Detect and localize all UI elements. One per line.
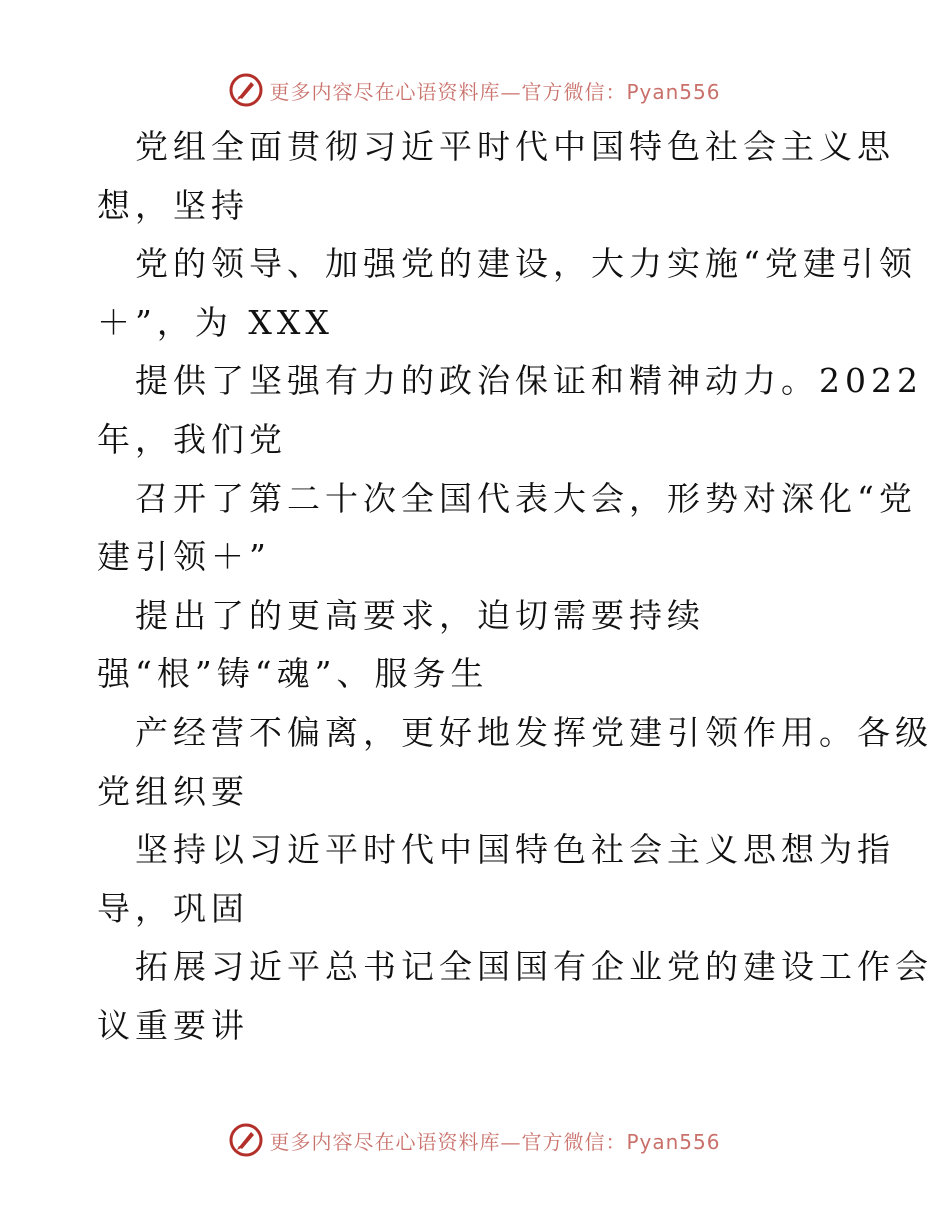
- header-banner-dash: —: [500, 79, 522, 104]
- footer-banner-text: [269, 1126, 720, 1155]
- footer-banner-title: 更多内容尽在心语资料库: [269, 1129, 501, 1154]
- body-line: 党组全面贯彻习近平时代中国特色社会主义思: [135, 127, 895, 166]
- body-line: ＋”，为 XXX: [97, 302, 334, 342]
- body-line: 提供了坚强有力的政治保证和精神动力。2022: [135, 361, 923, 401]
- body-line: 想，坚持: [97, 185, 249, 225]
- body-line: 党组织要: [97, 771, 249, 811]
- header-banner-text: [269, 76, 720, 105]
- body-line: 导，巩固: [97, 888, 249, 928]
- body-line: 强“根”铸“魂”、服务生: [97, 654, 489, 694]
- brand-logo-icon: [229, 1123, 263, 1157]
- body-line: 议重要讲: [97, 1005, 249, 1045]
- header-banner: [0, 70, 950, 110]
- footer-banner-dash: —: [500, 1129, 522, 1154]
- brand-logo-icon: [229, 73, 263, 107]
- body-line: 坚持以习近平时代中国特色社会主义思想为指: [135, 830, 895, 870]
- body-line: 党的领导、加强党的建设，大力实施“党建引领: [135, 244, 917, 284]
- footer-banner: [0, 1120, 950, 1160]
- body-line: 拓展习近平总书记全国国有企业党的建设工作会: [135, 947, 933, 987]
- body-line: 召开了第二十次全国代表大会，形势对深化“党: [135, 478, 917, 518]
- body-line: 提出了的更高要求，迫切需要持续: [135, 595, 705, 635]
- body-line: 产经营不偏离，更好地发挥党建引领作用。各级: [135, 712, 933, 752]
- header-banner-wechat: 官方微信：Pyan556: [521, 79, 721, 104]
- footer-banner-wechat: 官方微信：Pyan556: [521, 1129, 721, 1154]
- body-text: [97, 118, 933, 1056]
- body-line: 年，我们党: [97, 419, 287, 459]
- body-line: 建引领＋”: [97, 537, 271, 577]
- header-banner-title: 更多内容尽在心语资料库: [269, 79, 501, 104]
